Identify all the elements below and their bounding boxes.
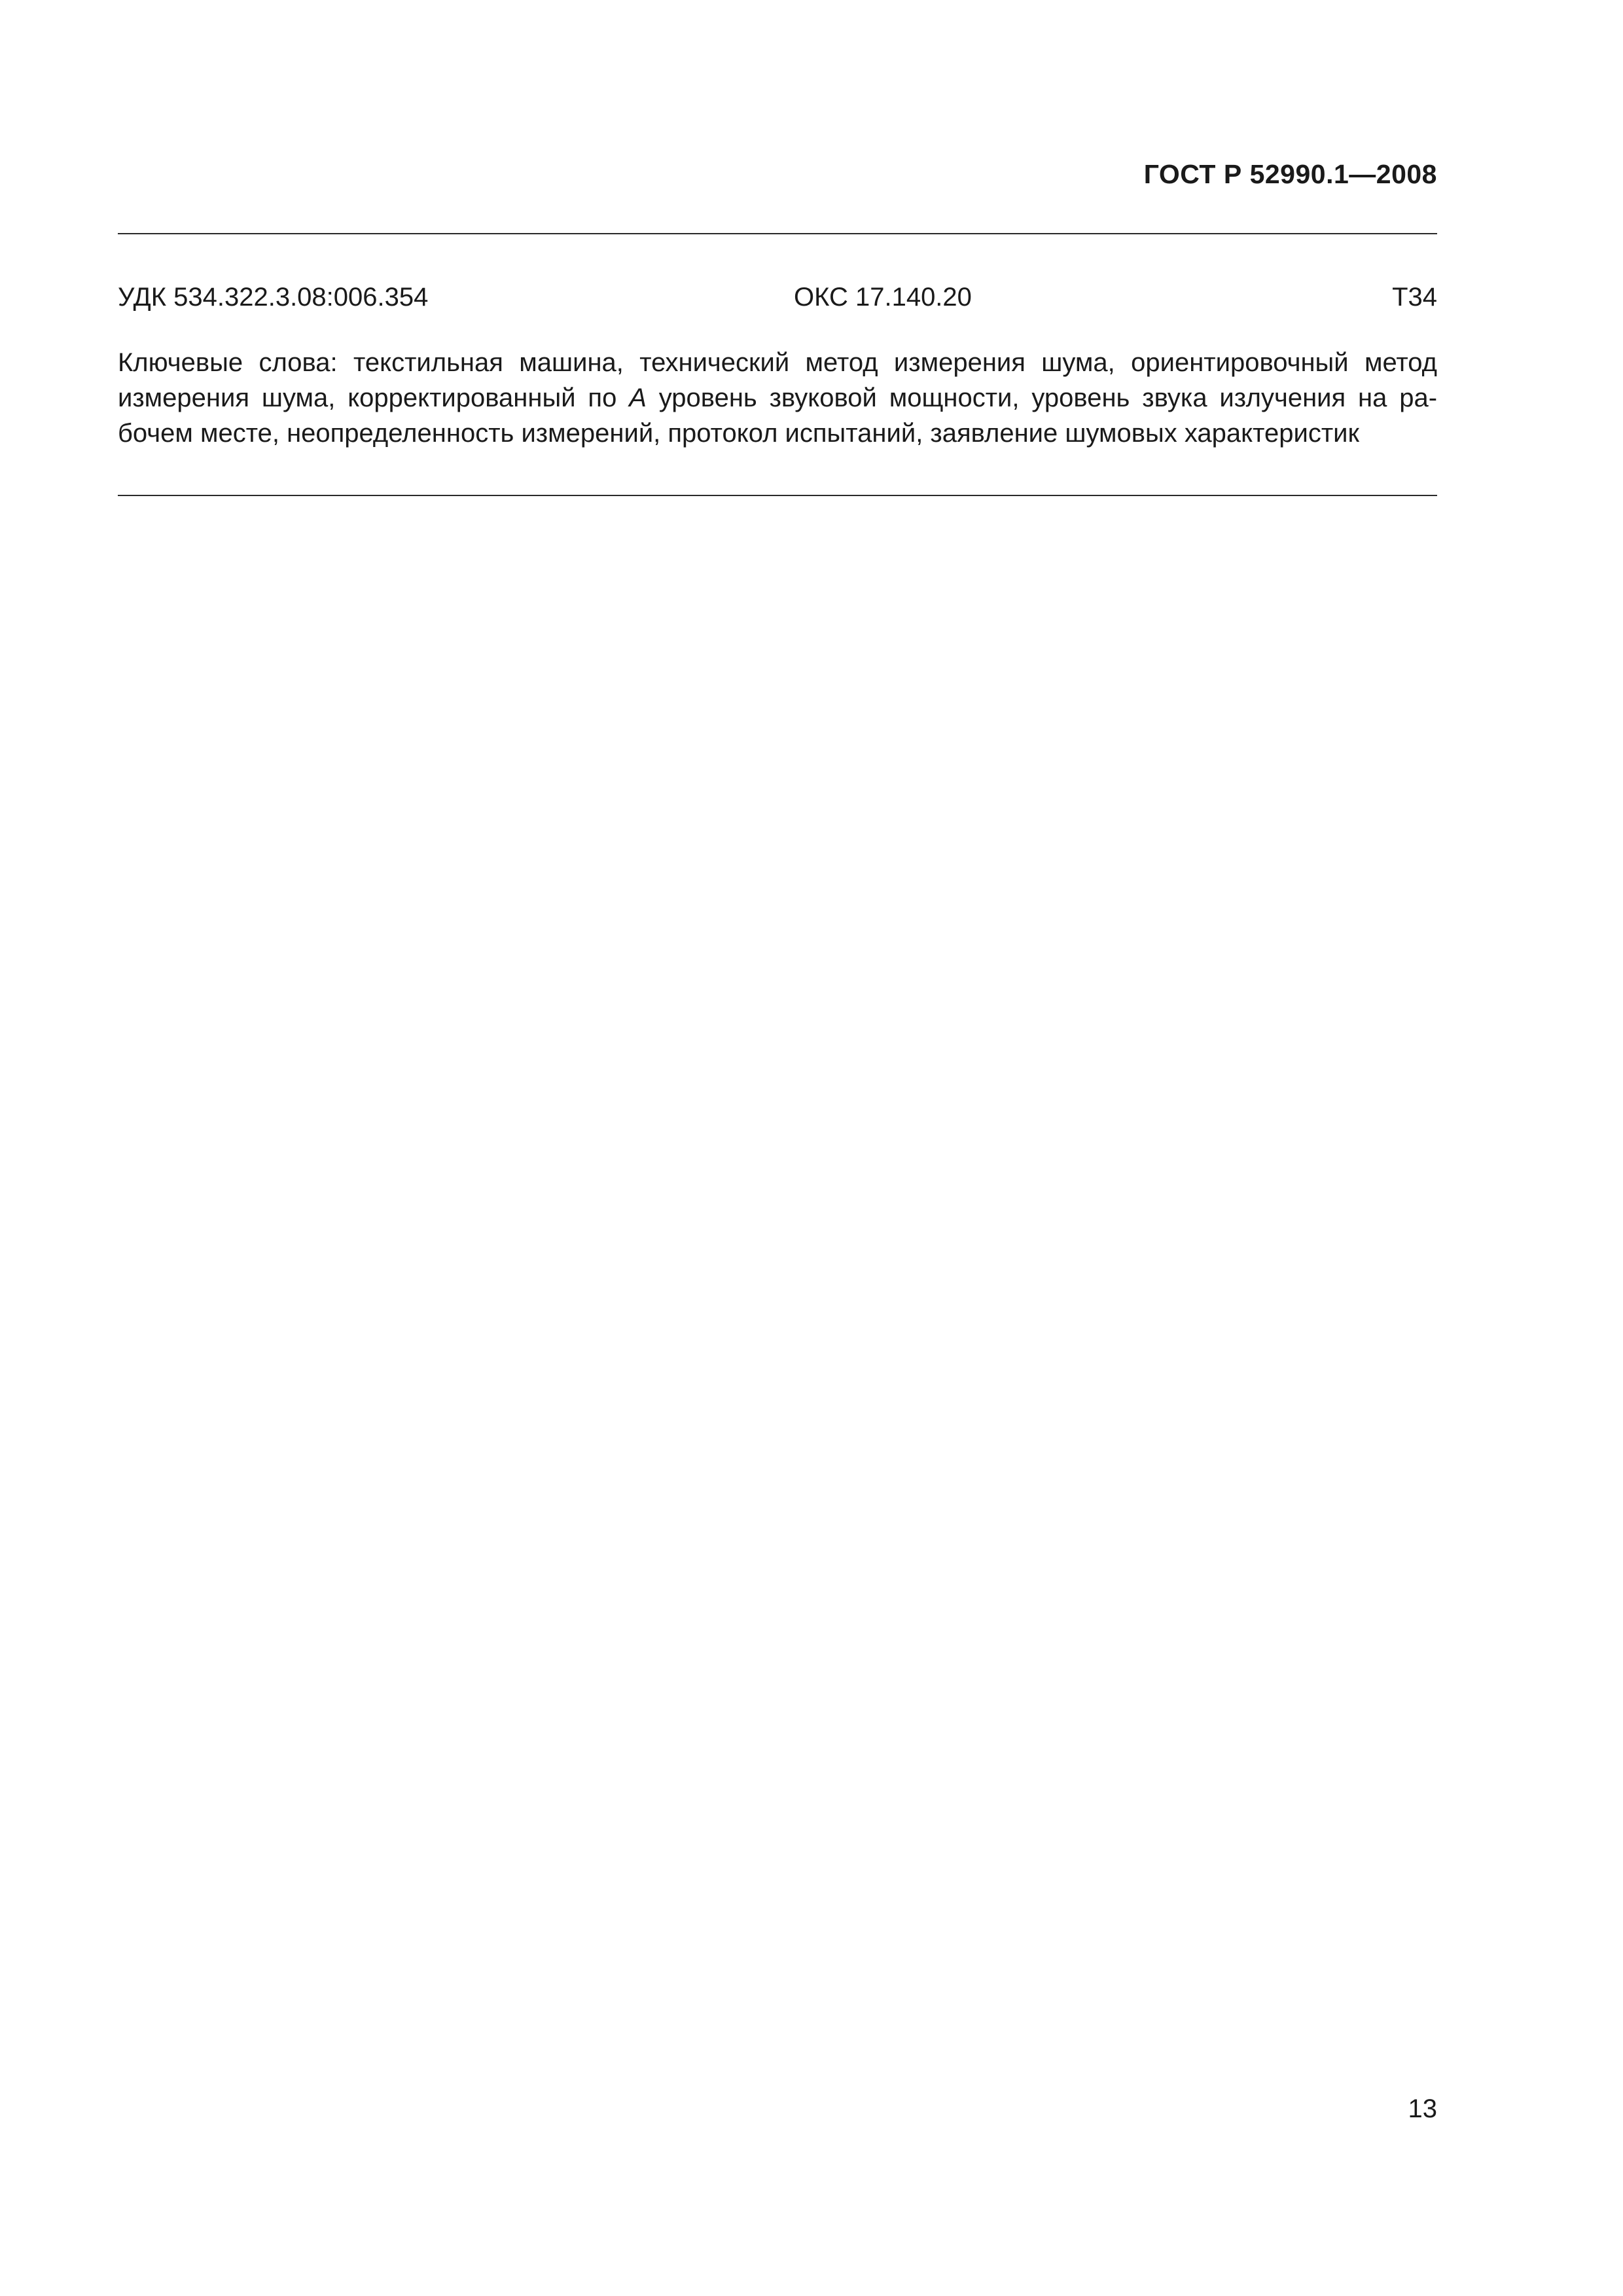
bottom-divider (118, 495, 1437, 496)
keywords-line-2-start: измерения шума, корректированный по (118, 384, 630, 412)
keywords-line-2 (118, 380, 1437, 416)
classification-row (118, 283, 1437, 317)
keywords-italic-letter: А (629, 384, 647, 412)
keywords-line-2-end: уровень звуковой мощности, уровень звука излучения на ра- (646, 384, 1438, 412)
standard-code-header: ГОСТ Р 52990.1—2008 (1143, 159, 1437, 189)
top-divider (118, 233, 1437, 234)
keywords-line-3: бочем месте, неопределенность измерений, протокол испытаний, заявление шумовых характеристик (118, 419, 1359, 448)
keywords-paragraph (118, 345, 1437, 451)
keywords-line-1: Ключевые слова: текстильная машина, технический метод измерения шума, ориентировочный метод (118, 348, 1437, 377)
oks-code: ОКС 17.140.20 (794, 283, 972, 312)
page-number: 13 (1408, 2094, 1437, 2123)
classification-code: Т34 (1392, 283, 1437, 312)
udk-code: УДК 534.322.3.08:006.354 (118, 283, 429, 312)
